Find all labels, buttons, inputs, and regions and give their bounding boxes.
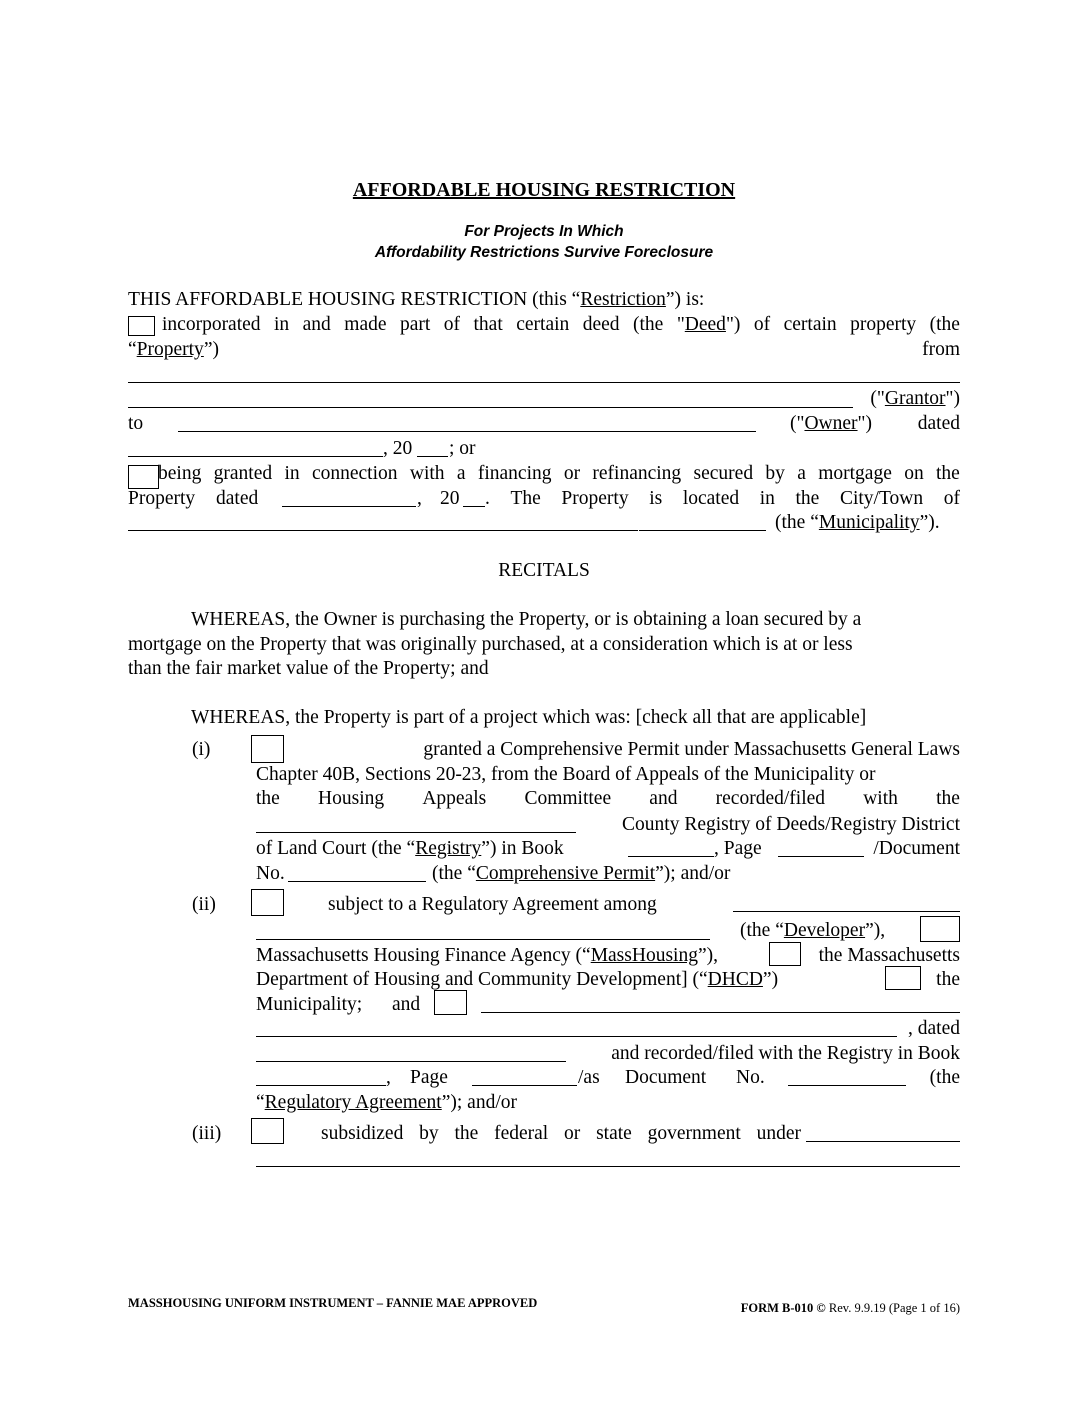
permit-book-blank[interactable] [628, 856, 714, 857]
mortgage-year-blank[interactable] [463, 506, 485, 507]
item-i-label: (i) [192, 739, 211, 760]
agreement-party-blank[interactable] [256, 1036, 897, 1037]
intro-line-3: “Property”) [128, 339, 219, 360]
agreement-document-blank[interactable] [788, 1085, 906, 1086]
document-title: AFFORDABLE HOUSING RESTRICTION [352, 179, 736, 201]
other-party-blank[interactable] [481, 1012, 960, 1013]
subtitle-line-2: Affordability Restrictions Survive Foreclosure [374, 244, 714, 261]
intro-line-7: being granted in connection with a financing or refinancing secured by a mortgage on the [158, 463, 960, 484]
item-ii-line-4: Department of Housing and Community Development] (“DHCD”) [256, 969, 779, 990]
mortgage-checkbox[interactable] [128, 465, 159, 489]
whereas-1-line-1: WHEREAS, the Owner is purchasing the Property, or is obtaining a loan secured by a [191, 609, 862, 630]
grantor-label: ("Grantor") [870, 388, 960, 409]
mortgage-date-blank[interactable] [282, 506, 416, 507]
agreement-page-blank[interactable] [472, 1085, 577, 1086]
to-label: to [128, 413, 144, 434]
masshousing-checkbox[interactable] [920, 916, 960, 942]
deed-checkbox[interactable] [128, 316, 155, 336]
agreement-date-blank[interactable] [256, 1061, 566, 1062]
subtitle-line-1: For Projects In Which [464, 223, 624, 240]
developer-label: (the “Developer”), [740, 920, 886, 941]
municipality-checkbox[interactable] [885, 966, 921, 990]
county-blank[interactable] [256, 832, 576, 833]
agreement-book-blank[interactable] [256, 1085, 386, 1086]
permit-page-blank[interactable] [778, 856, 864, 857]
no-label-2: No. [736, 1067, 765, 1088]
intro-line-8-rest: . The Property is located in the City/Town of [485, 488, 960, 509]
item-iii-label: (iii) [192, 1123, 222, 1144]
or-label: ; or [449, 438, 476, 459]
comprehensive-permit-checkbox[interactable] [251, 735, 284, 763]
deed-year-blank[interactable] [417, 456, 448, 457]
among-blank-1[interactable] [733, 911, 960, 912]
intro-line-2: incorporated in and made part of that certain deed (the "Deed") of certain property (the [162, 314, 960, 335]
item-ii-line-3: Massachusetts Housing Finance Agency (“MassHousing”), [256, 945, 718, 966]
permit-document-blank[interactable] [288, 881, 426, 882]
whereas-1-line-3: than the fair market value of the Property; and [128, 658, 489, 679]
item-ii-label: (ii) [192, 894, 216, 915]
comma: , [417, 488, 422, 509]
item-i-line-1: granted a Comprehensive Permit under Massachusetts General Laws [423, 739, 960, 760]
from-label: from [922, 339, 960, 360]
subsidy-checkbox[interactable] [251, 1118, 284, 1144]
mortgage-dated-label: dated [216, 488, 259, 509]
grantor-blank-2[interactable] [128, 407, 853, 408]
item-ii-line-9: “Regulatory Agreement”); and/or [256, 1092, 517, 1113]
document-label: /Document [873, 838, 960, 859]
grantor-blank-1[interactable] [128, 382, 960, 383]
dhcd-checkbox[interactable] [769, 942, 801, 966]
page-label-2: Page [410, 1067, 448, 1088]
footer-left: MASSHOUSING UNIFORM INSTRUMENT – FANNIE MAE APPROVED [128, 1296, 538, 1310]
municipality-blank-1[interactable] [128, 530, 638, 531]
item-i-line-3: the Housing Appeals Committee and recorded/filed with the [256, 788, 960, 809]
property-label: Property [128, 488, 196, 509]
massachusetts-label: the Massachusetts [818, 945, 960, 966]
item-ii-line-1: subject to a Regulatory Agreement among [328, 894, 657, 915]
comma-2: , [386, 1067, 391, 1088]
item-i-line-2: Chapter 40B, Sections 20-23, from the Board of Appeals of the Municipality or [256, 764, 876, 785]
footer-right: FORM B-010 © Rev. 9.9.19 (Page 1 of 16) [740, 1301, 960, 1315]
deed-date-blank[interactable] [128, 456, 383, 457]
other-party-checkbox[interactable] [434, 990, 467, 1015]
municipality-label-2: Municipality; [256, 994, 363, 1015]
whereas-1-line-2: mortgage on the Property that was originally purchased, at a consideration which is at or less [128, 634, 853, 655]
and-label: and [392, 994, 421, 1015]
restriction-term: Restriction [580, 289, 666, 310]
recitals-heading: RECITALS [498, 560, 590, 581]
item-i-line-6: (the “Comprehensive Permit”); and/or [432, 863, 731, 884]
item-i-line-4: County Registry of Deeds/Registry District [622, 814, 960, 835]
the-label-2: (the [929, 1067, 960, 1088]
subsidy-program-blank[interactable] [806, 1141, 960, 1142]
no-label: No. [256, 863, 285, 884]
regulatory-agreement-checkbox[interactable] [251, 889, 284, 916]
subsidy-program-blank-2[interactable] [256, 1166, 960, 1167]
municipality-blank-2[interactable] [639, 530, 766, 531]
owner-label: ("Owner") [790, 413, 873, 434]
dated-label: dated [917, 413, 960, 434]
as-label: /as [578, 1067, 600, 1088]
year-prefix: , 20 [383, 438, 413, 459]
the-label: the [936, 969, 960, 990]
item-iii-line-1: subsidized by the federal or state government under [321, 1123, 801, 1144]
municipality-label: (the “Municipality”). [775, 512, 940, 533]
owner-blank[interactable] [178, 431, 756, 432]
developer-blank-1[interactable] [256, 939, 672, 940]
developer-blank-2[interactable] [672, 939, 710, 940]
year-prefix-2: 20 [440, 488, 460, 509]
item-ii-line-7: and recorded/filed with the Registry in Book [611, 1043, 960, 1064]
page-label: , Page [714, 838, 762, 859]
property-term: Property [136, 339, 204, 360]
deed-term: Deed [684, 314, 726, 335]
document-label-2: Document [625, 1067, 707, 1088]
intro-line-1: THIS AFFORDABLE HOUSING RESTRICTION (this “Restriction”) is: [128, 289, 705, 310]
agreement-dated-label: , dated [908, 1018, 960, 1039]
whereas-2: WHEREAS, the Property is part of a project which was: [check all that are applicable] [191, 707, 867, 728]
item-i-line-5a: of Land Court (the “Registry”) in Book [256, 838, 564, 859]
